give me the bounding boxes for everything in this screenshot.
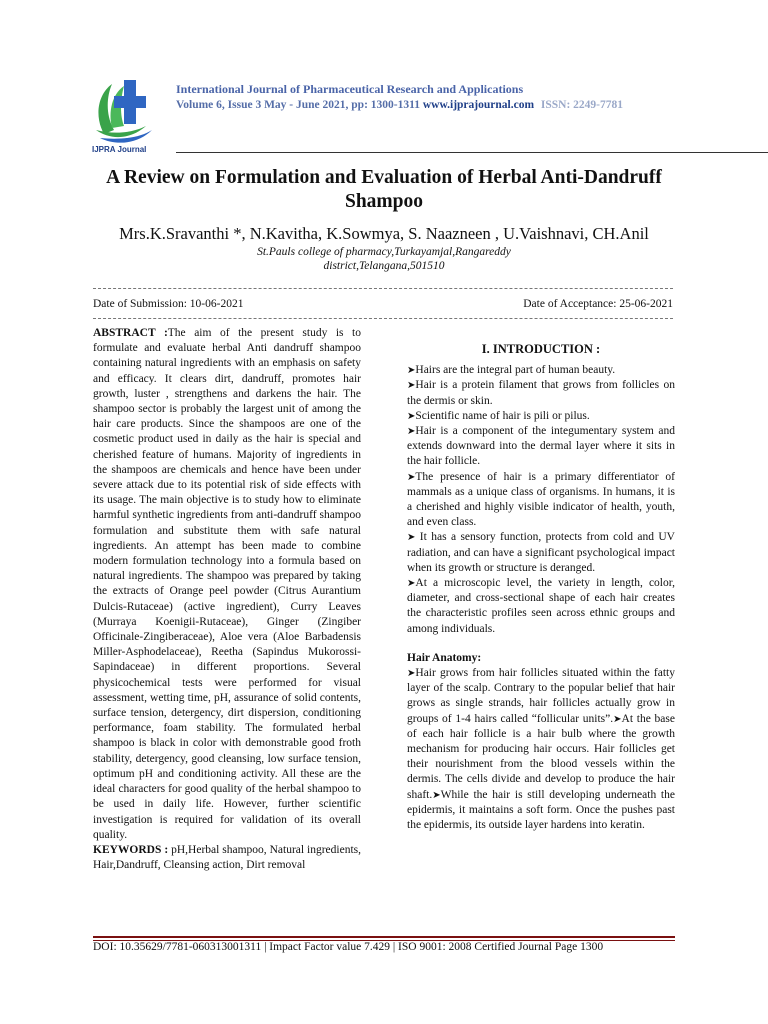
intro-bullet: ➤Hairs are the integral part of human beauty. bbox=[407, 364, 616, 377]
journal-volume-line bbox=[176, 99, 623, 111]
acceptance-date: Date of Acceptance: 25-06-2021 bbox=[523, 298, 673, 310]
affiliation-line-2: district,Telangana,501510 bbox=[323, 260, 445, 272]
divider bbox=[93, 318, 673, 319]
intro-bullet: ➤The presence of hair is a primary differentiator of mammals as a unique class of organisms. In humans, it is a cherished and highly visible indicator of health, youth, and even class. bbox=[407, 470, 675, 529]
journal-logo bbox=[90, 64, 160, 154]
arrow-bullet-icon: ➤ bbox=[407, 668, 416, 680]
header-rule bbox=[176, 152, 768, 153]
intro-bullet: ➤Hair is a protein filament that grows from follicles on the dermis or skin. bbox=[407, 379, 675, 407]
logo-text: IJPRA Journal bbox=[92, 145, 147, 154]
divider bbox=[93, 288, 673, 289]
intro-bullet: ➤At a microscopic level, the variety in length, color, diameter, and cross-sectional shape of each hair creates the characteristic profiles seen across ethnic groups and among individuals. bbox=[407, 577, 675, 635]
arrow-bullet-icon: ➤ bbox=[613, 713, 622, 725]
journal-website-link[interactable]: www.ijprajournal.com bbox=[422, 99, 535, 111]
authors: Mrs.K.Sravanthi *, N.Kavitha, K.Sowmya, S. Naazneen , U.Vaishnavi, CH.Anil bbox=[119, 224, 649, 243]
paper-title: A Review on Formulation and Evaluation of Herbal Anti-Dandruff Shampoo bbox=[106, 167, 662, 212]
arrow-bullet-icon: ➤ bbox=[407, 532, 416, 544]
right-column bbox=[407, 342, 675, 833]
footer-rule bbox=[93, 936, 675, 938]
intro-bullet: ➤Hair is a component of the integumentary system and extends downward into the dermal layer where it sits in the hair follicle. bbox=[407, 425, 675, 468]
arrow-bullet-icon: ➤ bbox=[407, 365, 416, 377]
introduction-heading: I. INTRODUCTION : bbox=[481, 342, 601, 356]
arrow-bullet-icon: ➤ bbox=[407, 410, 416, 422]
hair-anatomy-heading: Hair Anatomy: bbox=[407, 651, 482, 664]
arrow-bullet-icon: ➤ bbox=[407, 578, 416, 590]
arrow-bullet-icon: ➤ bbox=[432, 789, 441, 801]
ijpra-logo-icon bbox=[90, 64, 160, 154]
keywords-label: KEYWORDS : bbox=[93, 843, 169, 856]
follicular-units-term: “follicular units”. bbox=[531, 712, 614, 725]
abstract-label: ABSTRACT : bbox=[93, 327, 168, 339]
affiliation-line-1: St.Pauls college of pharmacy,Turkayamjal,Rangareddy bbox=[257, 246, 511, 258]
intro-bullet: ➤Scientific name of hair is pili or pilus. bbox=[407, 409, 590, 422]
affiliation bbox=[96, 245, 672, 273]
intro-bullet: ➤ It has a sensory function, protects from cold and UV radiation, and can have a significant psychological impact when its growth or structure is deranged. bbox=[407, 531, 675, 574]
arrow-bullet-icon: ➤ bbox=[407, 380, 416, 392]
abstract-text: The aim of the present study is to formulate and evaluate herbal Anti dandruff shampoo containing natural ingredients with an emphasis on safety and efficacy. It clears dirt, dandruff, promotes hair growth, luster , strengthens and darkens the hair. The shampoo sector is probably the largest unit of among the hair care products. Since the shampoos are one of the cosmetic product used in daily as the hair is special and cherished feature of humans. Majority of ingredients in the shampoos are chemicals and hence have been under severe attack due to its potential risk of side effects with its usage. The main objective is to study how to eliminate harmful synthetic ingredients from anti-dandruff shampoo formulation and substitute them with safe natural ingredients. An attempt has been made to combine modern formulation technology into a formula based on natural ingredients. The shampoo was prepared by taking the extracts of Orange peel powder (Citrus Aurantium Dulcis-Rutaceae) (active ingredient), Curry Leaves (Murraya Koenigii-Rutaceae), Ginger (Zingiber Officinale-Zingiberaceae), Aloe vera (Aloe Barbadensis Miller-Asphodelaceae), Reetha (Sapindus Mukorossi-Sapindaceae) in different proportions. Several physicochemical tests were performed for visual assessment, wetting time, pH, assurance of solid contents, surface tension, detergency, dirt dispersion, conditioning performance, foam stability. The formulated herbal shampoo is black in color with demonstrable good froth stability, detergency, good cleansing, low surface tension, optimum pH and conditioning activity. All these are the ideal characters for good quality of the herbal shampoo to be used in daily life. However, further scientific investigation is required for validation of its overall quality. bbox=[93, 327, 361, 841]
left-column bbox=[93, 326, 361, 873]
submission-date: Date of Submission: 10-06-2021 bbox=[93, 298, 244, 310]
issn: ISSN: 2249-7781 bbox=[540, 99, 624, 111]
arrow-bullet-icon: ➤ bbox=[407, 471, 416, 483]
volume-info: Volume 6, Issue 3 May - June 2021, pp: 1300-1311 bbox=[176, 99, 420, 111]
arrow-bullet-icon: ➤ bbox=[407, 426, 416, 438]
footer-doi: DOI: 10.35629/7781-060313001311 | Impact Factor value 7.429 | ISO 9001: 2008 Certified Journal Page 1300 bbox=[93, 941, 604, 953]
dates-row bbox=[93, 298, 673, 310]
hair-anatomy-paragraph: ➤Hair grows from hair follicles situated within the fatty layer of the scalp. Contrary to the popular belief that hair grows as single strands, hair follicles actually grow in groups of 1-4 hairs called “follicular units”.➤At the base of each hair follicle is a hair bulb where the growth mechanism for producing hair occurs. Hair follicles get their nourishment from the blood vessels within the dermis. The cells divide and develop to produce the hair shaft.➤While the hair is still developing underneath the epidermis, it maintains a soft form. Once the pushes past the epidermis, its outside layer hardens into keratin. bbox=[407, 667, 675, 832]
keywords bbox=[93, 843, 361, 873]
keywords-text: pH,Herbal shampoo, Natural ingredients, Hair,Dandruff, Cleansing action, Dirt removal bbox=[93, 843, 362, 872]
abstract bbox=[93, 326, 361, 843]
journal-name: International Journal of Pharmaceutical Research and Applications bbox=[176, 82, 524, 96]
